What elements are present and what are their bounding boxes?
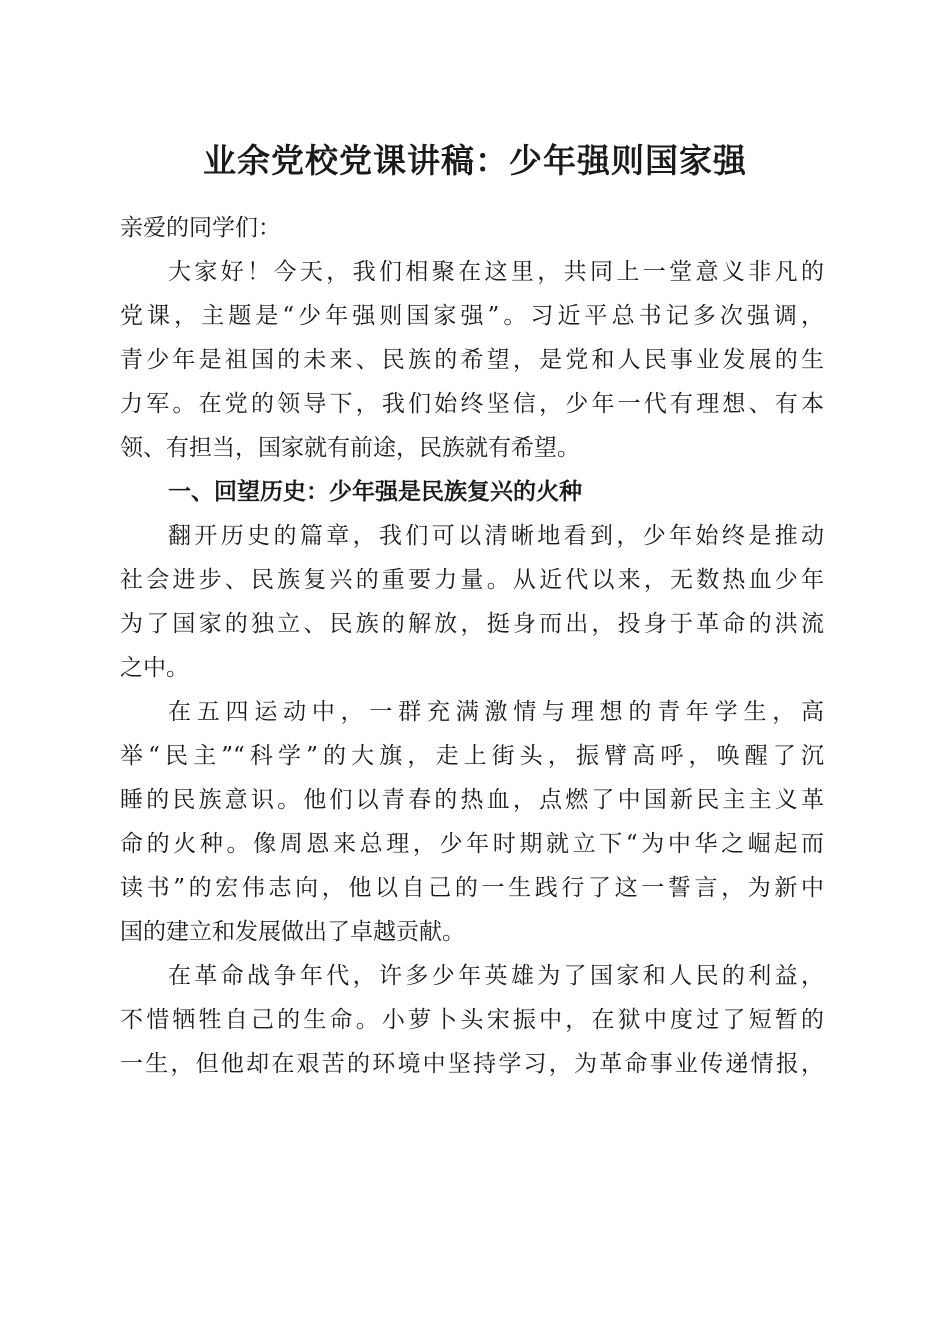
- salutation: 亲爱的同学们：: [120, 215, 281, 241]
- paragraph-line: 命的火种。像周恩来总理，少年时期就立下“为中华之崛起而: [120, 831, 824, 857]
- paragraph-line: 在革命战争年代，许多少年英雄为了国家和人民的利益，: [168, 963, 824, 989]
- paragraph-line: 力军。在党的领导下，我们始终坚信，少年一代有理想、有本: [120, 391, 824, 417]
- document-body: [120, 206, 824, 1086]
- paragraph-line: 党课，主题是“少年强则国家强”。习近平总书记多次强调，: [120, 303, 824, 329]
- paragraph-line: 大家好！今天，我们相聚在这里，共同上一堂意义非凡的: [168, 259, 824, 285]
- paragraph-line: 青少年是祖国的未来、民族的希望，是党和人民事业发展的生: [120, 347, 824, 373]
- paragraph-line: 读书”的宏伟志向，他以自己的一生践行了这一誓言，为新中: [120, 875, 824, 901]
- paragraph-may-fourth: [120, 690, 824, 954]
- paragraph-line: 翻开历史的篇章，我们可以清晰地看到，少年始终是推动: [168, 523, 824, 549]
- paragraph-line: 举“民主”“科学”的大旗，走上街头，振臂高呼，唤醒了沉: [120, 743, 824, 769]
- paragraph-line: 之中。: [120, 655, 189, 681]
- section-heading: 一、回望历史：少年强是民族复兴的火种: [168, 479, 582, 505]
- paragraph-line: 在五四运动中，一群充满激情与理想的青年学生，高: [168, 699, 824, 725]
- paragraph-line: 睡的民族意识。他们以青春的热血，点燃了中国新民主主义革: [120, 787, 824, 813]
- paragraph-line: 领、有担当，国家就有前途，民族就有希望。: [120, 435, 580, 461]
- paragraph-line: 不惜牺牲自己的生命。小萝卜头宋振中，在狱中度过了短暂的: [120, 1007, 824, 1033]
- document-title: 业余党校党课讲稿：少年强则国家强: [203, 141, 747, 180]
- paragraph-line: 国的建立和发展做出了卓越贡献。: [120, 919, 465, 945]
- paragraph-line: 社会进步、民族复兴的重要力量。从近代以来，无数热血少年: [120, 567, 824, 593]
- paragraph-history: [120, 514, 824, 690]
- paragraph-line: 为了国家的独立、民族的解放，挺身而出，投身于革命的洪流: [120, 611, 824, 637]
- paragraph-line: 一生，但他却在艰苦的环境中坚持学习，为革命事业传递情报，: [120, 1051, 824, 1077]
- paragraph-intro: [120, 250, 824, 470]
- paragraph-revolution: [120, 954, 824, 1086]
